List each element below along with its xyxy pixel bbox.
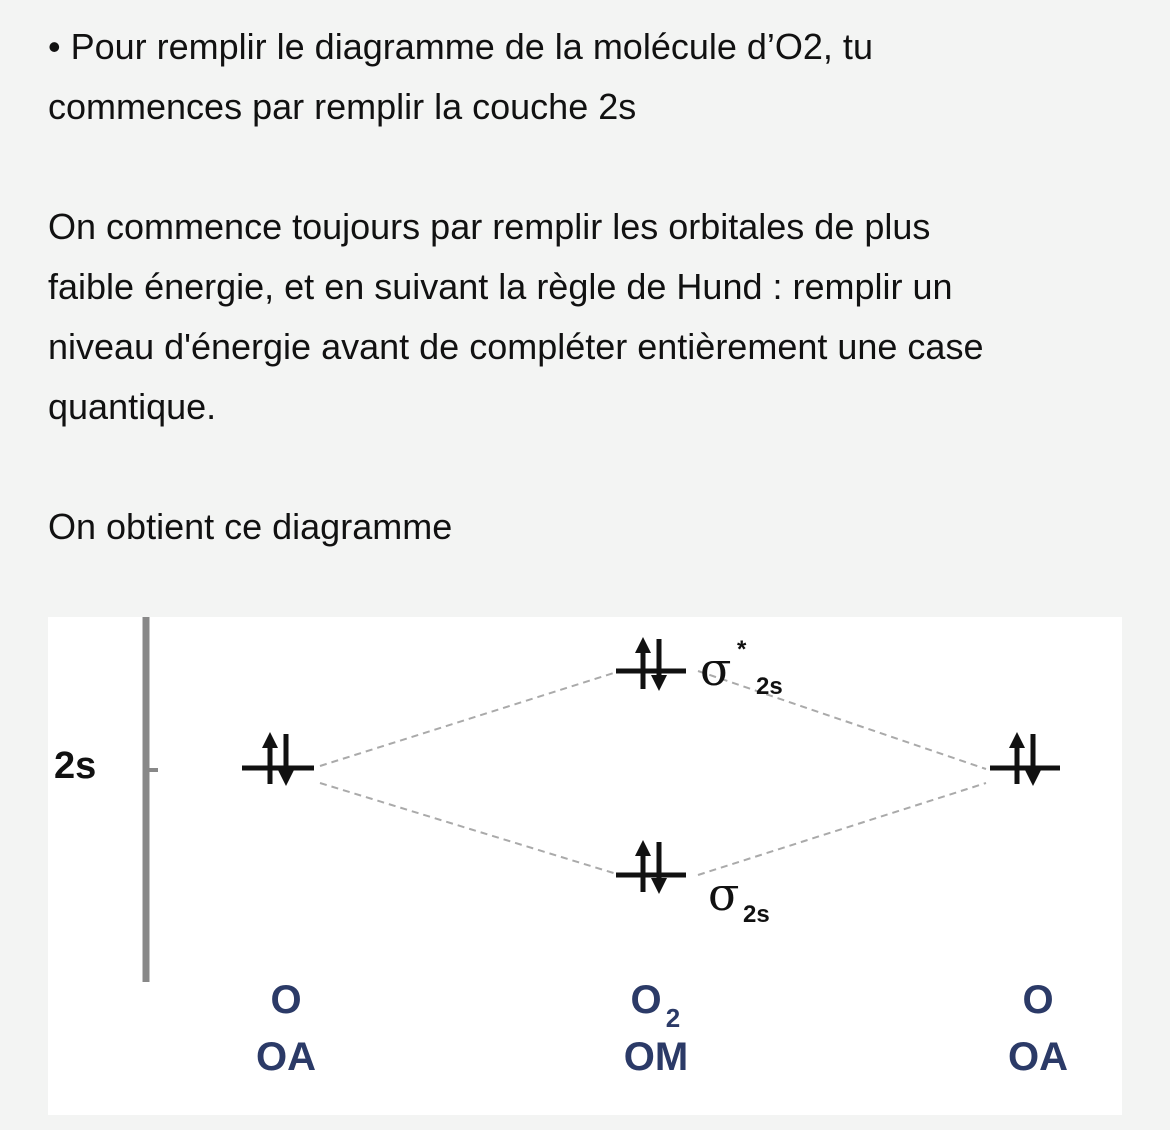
electron-pair-left bbox=[262, 732, 294, 786]
dash-antibonding-to-right bbox=[698, 671, 986, 769]
left-orbital-type: OA bbox=[256, 1035, 316, 1079]
right-orbital-type: OA bbox=[1008, 1035, 1068, 1079]
antibonding-subscript: 2s bbox=[756, 673, 783, 700]
molecule-label: O bbox=[630, 978, 662, 1022]
energy-levels bbox=[242, 671, 1060, 875]
hund-line-2: faible énergie, et en suivant la règle de Hund : remplir un bbox=[48, 266, 953, 307]
mo-diagram bbox=[48, 617, 1122, 1115]
result-paragraph: On obtient ce diagramme bbox=[48, 506, 453, 547]
antibonding-star: * bbox=[737, 636, 747, 663]
right-atom-label: O bbox=[1022, 978, 1054, 1022]
center-orbital-type: OM bbox=[623, 1035, 689, 1079]
electron-pair-right bbox=[1009, 732, 1041, 786]
dash-left-to-bonding bbox=[320, 783, 620, 875]
hund-rule-paragraph bbox=[48, 197, 1128, 437]
hund-line-1: On commence toujours par remplir les orbitales de plus bbox=[48, 206, 931, 247]
correlation-lines bbox=[320, 671, 986, 875]
molecule-subscript: 2 bbox=[665, 1003, 681, 1033]
intro-paragraph bbox=[48, 17, 1128, 137]
left-atom-label: O bbox=[270, 978, 302, 1022]
antibonding-sigma-symbol: σ bbox=[700, 642, 732, 696]
mo-diagram-svg bbox=[48, 617, 1122, 1115]
dash-bonding-to-right bbox=[698, 783, 986, 875]
bonding-subscript: 2s bbox=[743, 901, 770, 928]
hund-line-4: quantique. bbox=[48, 386, 217, 427]
electron-pair-antibonding bbox=[635, 637, 667, 691]
intro-line-2: commences par remplir la couche 2s bbox=[48, 86, 637, 127]
level-label-2s: 2s bbox=[54, 745, 97, 787]
dash-left-to-antibonding bbox=[320, 671, 620, 766]
hund-line-3: niveau d'énergie avant de compléter entièrement une case bbox=[48, 326, 984, 367]
intro-line-1: • Pour remplir le diagramme de la molécule d’O2, tu bbox=[48, 26, 873, 67]
electron-pair-bonding bbox=[635, 840, 667, 894]
bonding-sigma-symbol: σ bbox=[708, 867, 740, 921]
